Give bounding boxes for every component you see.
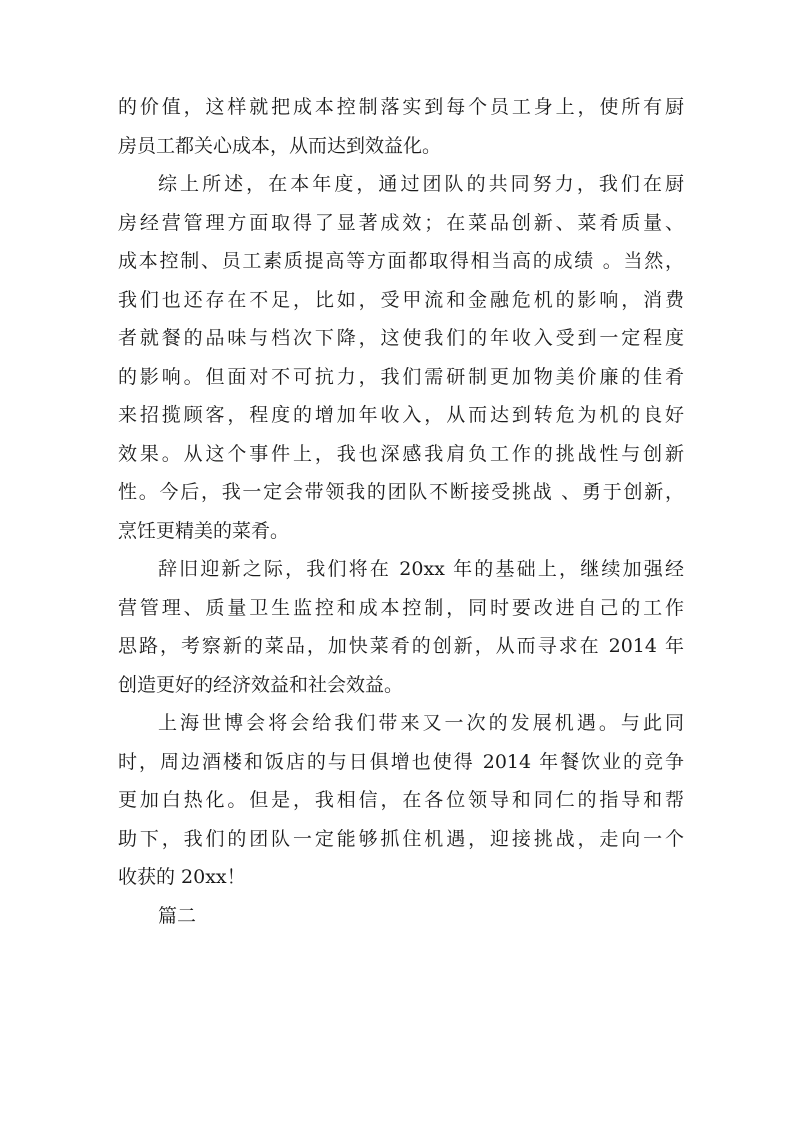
document-page: [118, 88, 684, 935]
text-line: 房员工都关心成本，从而达到效益化。: [118, 134, 442, 157]
text-line: 时，周边酒楼和饭店的与日俱增也使得 2014 年餐饮业的竞争: [118, 750, 684, 773]
text-line: 更加白热化。但是，我相信，在各位领导和同仁的指导和帮: [118, 789, 684, 811]
section-heading: 篇二: [158, 904, 197, 927]
paragraph-cost-control-ending: [118, 88, 684, 165]
text-line: 创造更好的经济效益和社会效益。: [118, 673, 404, 696]
text-line: 思路，考察新的菜品，加快菜肴的创新，从而寻求在 2014 年: [118, 635, 684, 657]
text-line: 我们也还存在不足，比如，受甲流和金融危机的影响，消费: [118, 288, 684, 311]
text-line: 成本控制、员工素质提高等方面都取得相当高的成绩 。当然，: [118, 250, 684, 272]
paragraph-new-year-plan: [118, 550, 684, 704]
text-line: 助下，我们的团队一定能够抓住机遇，迎接挑战，走向一个: [118, 827, 684, 850]
text-line: 烹饪更精美的菜肴。: [118, 519, 290, 542]
text-line: 来招揽顾客，程度的增加年收入，从而达到转危为机的良好: [118, 404, 684, 426]
text-line: 的价值，这样就把成本控制落实到每个员工身上，使所有厨: [118, 96, 684, 118]
text-line: 辞旧迎新之际，我们将在 20xx 年的基础上，继续加强经: [158, 558, 684, 580]
text-line: 综上所述，在本年度，通过团队的共同努力，我们在厨: [158, 173, 684, 195]
text-line: 性。今后，我一定会带领我的团队不断接受挑战 、勇于创新，: [118, 481, 684, 503]
paragraph-summary: [118, 165, 684, 550]
text-line: 的影响。但面对不可抗力，我们需研制更加物美价廉的佳肴: [118, 365, 684, 388]
text-line: 收获的 20xx！: [118, 866, 246, 888]
text-line: 者就餐的品味与档次下降，这使我们的年收入受到一定程度: [118, 327, 684, 349]
paragraph-expo-outlook: [118, 704, 684, 897]
text-line: 房经营管理方面取得了显著成效；在菜品创新、菜肴质量、: [118, 211, 684, 234]
text-line: 营管理、质量卫生监控和成本控制，同时要改进自己的工作: [118, 596, 684, 619]
text-line: 效果。从这个事件上，我也深感我肩负工作的挑战性与创新: [118, 442, 684, 465]
text-line: 上海世博会将会给我们带来又一次的发展机遇。与此同: [158, 712, 684, 734]
